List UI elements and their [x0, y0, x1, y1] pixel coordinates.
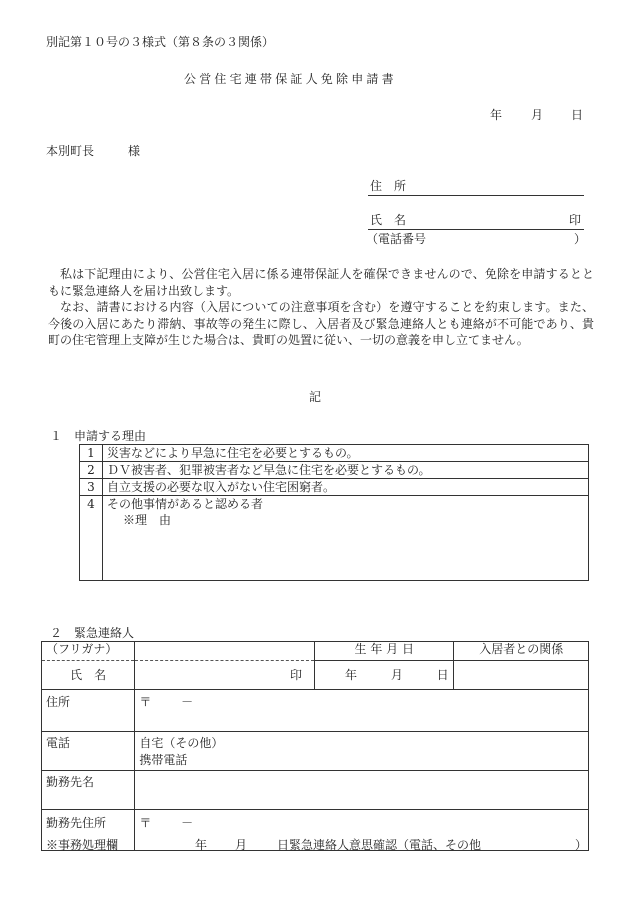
postal-dash: － — [181, 695, 194, 709]
date-day: 日 — [571, 108, 584, 122]
birth-date-label: 生 年 月 日 — [314, 642, 454, 661]
postal-mark: 〒 — [139, 695, 152, 709]
applicant-address-label: 住 所 — [370, 179, 407, 193]
office-use-label: ※事務処理欄 — [46, 838, 119, 852]
reason-note: ※理 由 — [123, 513, 172, 527]
reasons-table — [79, 444, 589, 581]
relation-field[interactable] — [454, 661, 589, 690]
ki-marker: 記 — [309, 390, 322, 404]
contact-header-row — [42, 642, 589, 661]
phone-home-label: 自宅（その他） — [139, 736, 224, 750]
birth-month: 月 — [390, 667, 403, 682]
furigana-label: （フリガナ） — [42, 642, 135, 661]
reason-other-cell — [103, 496, 589, 581]
relation-label: 入居者との関係 — [454, 642, 589, 661]
reason-number: 4 — [80, 496, 103, 581]
office-month: 月 — [235, 838, 248, 852]
reason-row — [80, 479, 589, 496]
office-confirm-text: 日緊急連絡人意思確認（電話、その他 — [277, 838, 482, 852]
reason-number: 3 — [80, 479, 103, 496]
contact-phone-label: 電話 — [42, 732, 135, 771]
contact-name-row — [42, 661, 589, 690]
phone-mobile-label: 携帯電話 — [139, 753, 188, 767]
contact-address-row — [42, 690, 589, 732]
reason-row — [80, 462, 589, 479]
office-year: 年 — [195, 838, 208, 852]
reason-text: ＤＶ被害者、犯罪被害者など早急に住宅を必要とするもの。 — [103, 462, 589, 479]
reason-text: 自立支援の必要な収入がない住宅困窮者。 — [103, 479, 589, 496]
addressee-suffix: 様 — [128, 144, 141, 158]
applicant-seal: 印 — [569, 213, 582, 227]
contact-address-field[interactable] — [135, 690, 589, 732]
section2-heading: ２ 緊急連絡人 — [50, 626, 135, 640]
office-confirm-close: ） — [575, 838, 588, 852]
contact-address-label: 住所 — [42, 690, 135, 732]
birth-year: 年 — [344, 667, 357, 682]
applicant-name-label: 氏 名 — [370, 213, 407, 227]
contact-name-label: 氏 名 — [42, 661, 135, 690]
declaration-paragraph-2: なお、請書における内容（入居についての注意事項を含む）を遵守することを約束します。また、今後の入居にあたり滞納、事故等の発生に際し、入居者及び緊急連絡人とも連絡が不可能であり、貴町の住宅管理上支障が生じた場合は、貴町の処置に従い、一切の意義を申し立てません。 — [48, 300, 594, 347]
declaration-text — [48, 266, 594, 349]
contact-name-field[interactable] — [135, 661, 315, 690]
reason-row — [80, 445, 589, 462]
section1-heading: １ 申請する理由 — [50, 429, 147, 443]
form-number: 別記第１０号の３様式（第８条の３関係） — [46, 35, 275, 49]
contact-work-row — [42, 771, 589, 810]
date-year: 年 — [490, 108, 503, 122]
birth-date-field[interactable] — [314, 661, 454, 690]
applicant-phone-close: ） — [574, 232, 587, 246]
reason-row-other — [80, 496, 589, 581]
birth-day: 日 — [436, 667, 449, 682]
contact-seal: 印 — [289, 667, 302, 682]
reason-number: 1 — [80, 445, 103, 462]
emergency-contact-table — [41, 641, 589, 851]
furigana-field[interactable] — [135, 642, 315, 661]
work-name-field[interactable] — [135, 771, 589, 810]
document-title: 公営住宅連帯保証人免除申請書 — [184, 72, 397, 86]
applicant-address-line — [368, 195, 584, 196]
contact-phone-field[interactable] — [135, 732, 589, 771]
applicant-phone-label: （電話番号 — [366, 232, 427, 246]
work-name-label: 勤務先名 — [42, 771, 135, 810]
declaration-paragraph-1: 私は下記理由により、公営住宅入居に係る連帯保証人を確保できませんので、免除を申請するとともに緊急連絡人を届け出致します。 — [48, 267, 594, 298]
date-month: 月 — [531, 108, 544, 122]
reason-number: 2 — [80, 462, 103, 479]
applicant-name-line — [368, 229, 584, 230]
reason-text: その他事情があると認める者 — [107, 497, 264, 511]
work-address-label: 勤務先住所 — [42, 810, 135, 851]
reason-text: 災害などにより早急に住宅を必要とするもの。 — [103, 445, 589, 462]
work-postal-mark: 〒 — [139, 816, 152, 830]
work-postal-dash: － — [181, 816, 194, 830]
contact-phone-row — [42, 732, 589, 771]
addressee: 本別町長 — [46, 144, 95, 158]
